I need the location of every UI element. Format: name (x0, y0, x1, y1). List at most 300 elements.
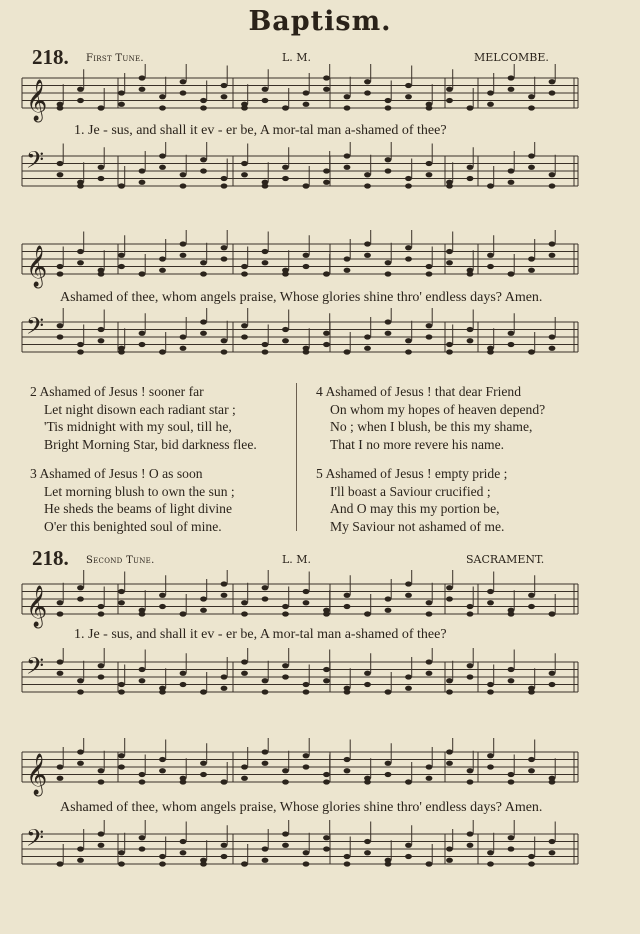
note-head (344, 256, 351, 261)
tune2-lyric-line2: Ashamed of thee, whom angels praise, Whose glories shine thro' endless days? Amen. (60, 800, 543, 815)
note-head (303, 90, 310, 95)
note-head (57, 334, 64, 339)
note-head (385, 105, 392, 110)
note-head (426, 323, 433, 328)
note-head (344, 349, 351, 354)
note-head (241, 776, 248, 781)
tune1-label: First Tune. (86, 53, 144, 64)
note-head (221, 593, 228, 598)
note-head (77, 349, 84, 354)
note-head (98, 165, 105, 170)
note-head (364, 90, 371, 95)
note-head (262, 596, 269, 601)
note-head (426, 264, 433, 269)
note-head (487, 253, 494, 258)
tune1-system1-bass (0, 142, 640, 202)
note-head (528, 854, 535, 859)
tune2-number: 218. (32, 546, 69, 570)
note-head (508, 611, 515, 616)
note-head (344, 165, 351, 170)
note-head (364, 172, 371, 177)
note-head (385, 157, 392, 162)
note-head (241, 764, 248, 769)
note-head (303, 861, 310, 866)
note-head (77, 249, 84, 254)
tune1-lyric-line1: 1. Je - sus, and shall it ev - er be, A mor-tal man a-shamed of thee? (74, 123, 447, 138)
note-head (180, 779, 187, 784)
note-head (385, 168, 392, 173)
note-head (385, 596, 392, 601)
note-head (118, 600, 125, 605)
note-head (549, 611, 556, 616)
note-head (446, 349, 453, 354)
note-head (508, 87, 515, 92)
note-head (528, 105, 535, 110)
note-head (528, 593, 535, 598)
note-head (139, 271, 146, 276)
note-head (405, 843, 412, 848)
tune2-lyric-line1: 1. Je - sus, and shall it ev - er be, A mor-tal man a-shamed of thee? (74, 627, 447, 642)
note-head (405, 183, 412, 188)
note-head (77, 858, 84, 863)
note-head (426, 172, 433, 177)
note-head (98, 327, 105, 332)
note-head (467, 176, 474, 181)
note-head (221, 176, 228, 181)
note-head (221, 83, 228, 88)
note-head (57, 271, 64, 276)
tune1-system2-bass (0, 308, 640, 368)
note-head (221, 779, 228, 784)
page-title: Baptism. (248, 6, 392, 37)
note-head (77, 87, 84, 92)
note-head (159, 105, 166, 110)
note-head (303, 102, 310, 107)
note-head (221, 843, 228, 848)
tune2-system1-treble (0, 570, 640, 630)
note-head (385, 331, 392, 336)
note-head (200, 689, 207, 694)
note-head (549, 172, 556, 177)
note-head (139, 846, 146, 851)
note-head (364, 779, 371, 784)
note-head (426, 671, 433, 676)
note-head (385, 861, 392, 866)
note-head (57, 861, 64, 866)
note-head (159, 768, 166, 773)
note-head (200, 98, 207, 103)
note-head (467, 768, 474, 773)
note-head (426, 161, 433, 166)
note-head (118, 349, 125, 354)
treble-clef-icon: 𝄞 (26, 80, 48, 121)
note-head (528, 256, 535, 261)
note-head (282, 674, 289, 679)
note-head (385, 271, 392, 276)
note-head (508, 835, 515, 840)
note-head (241, 323, 248, 328)
note-head (467, 338, 474, 343)
note-head (282, 105, 289, 110)
note-head (118, 689, 125, 694)
note-head (98, 663, 105, 668)
note-head (180, 253, 187, 258)
note-head (364, 682, 371, 687)
note-head (487, 264, 494, 269)
note-head (528, 604, 535, 609)
note-head (282, 165, 289, 170)
note-head (180, 172, 187, 177)
tune2-label: Second Tune. (86, 555, 155, 566)
note-head (159, 854, 166, 859)
note-head (98, 779, 105, 784)
note-head (262, 858, 269, 863)
note-head (364, 79, 371, 84)
note-head (487, 90, 494, 95)
note-head (487, 183, 494, 188)
note-head (221, 256, 228, 261)
note-head (446, 749, 453, 754)
note-head (303, 589, 310, 594)
note-head (467, 604, 474, 609)
note-head (487, 861, 494, 866)
note-head (364, 334, 371, 339)
tune1-system2-treble (0, 230, 640, 290)
note-head (303, 689, 310, 694)
note-head (57, 323, 64, 328)
note-head (180, 79, 187, 84)
note-head (487, 850, 494, 855)
note-head (241, 334, 248, 339)
note-head (262, 349, 269, 354)
note-head (221, 183, 228, 188)
verse-4: 4 Ashamed of Jesus ! that dear Friend On whom my hopes of heaven depend? No ; when I blush, be this my shame, That I no more revere his name. (316, 384, 546, 452)
tune1-name: MELCOMBE. (474, 51, 549, 64)
note-head (139, 835, 146, 840)
note-head (344, 593, 351, 598)
note-head (549, 183, 556, 188)
note-head (303, 753, 310, 758)
note-head (426, 105, 433, 110)
tune1-lyric-line2: Ashamed of thee, whom angels praise, Whose glories shine thro' endless days? Amen. (60, 290, 543, 305)
note-head (446, 260, 453, 265)
note-head (282, 604, 289, 609)
note-head (323, 342, 330, 347)
note-head (405, 686, 412, 691)
note-head (159, 604, 166, 609)
note-head (221, 581, 228, 586)
note-head (262, 749, 269, 754)
note-head (364, 850, 371, 855)
note-head (467, 663, 474, 668)
note-head (303, 682, 310, 687)
note-head (467, 611, 474, 616)
note-head (77, 678, 84, 683)
note-head (549, 671, 556, 676)
note-head (364, 183, 371, 188)
note-head (241, 172, 248, 177)
note-head (405, 581, 412, 586)
note-head (426, 600, 433, 605)
note-head (118, 102, 125, 107)
note-head (77, 689, 84, 694)
note-head (221, 674, 228, 679)
note-head (467, 271, 474, 276)
note-head (446, 846, 453, 851)
tune2-name: SACRAMENT. (466, 553, 545, 566)
note-head (159, 349, 166, 354)
note-head (262, 761, 269, 766)
column-divider (296, 383, 297, 531)
note-head (323, 180, 330, 185)
note-head (180, 850, 187, 855)
note-head (241, 611, 248, 616)
note-head (282, 176, 289, 181)
verses-left-column (30, 383, 257, 535)
note-head (282, 779, 289, 784)
note-head (323, 75, 330, 80)
note-head (385, 608, 392, 613)
note-head (139, 87, 146, 92)
note-head (262, 249, 269, 254)
bass-clef-icon: 𝄢 (26, 146, 45, 179)
note-head (200, 608, 207, 613)
tune2-system1-bass (0, 648, 640, 708)
note-head (57, 776, 64, 781)
note-head (200, 861, 207, 866)
note-head (282, 843, 289, 848)
note-head (139, 772, 146, 777)
verse-5: 5 Ashamed of Jesus ! empty pride ; I'll boast a Saviour crucified ; And O may this my portion be, My Saviour not ashamed of me. (316, 466, 508, 534)
note-head (446, 183, 453, 188)
note-head (549, 779, 556, 784)
note-head (446, 342, 453, 347)
treble-clef-icon: 𝄞 (26, 754, 48, 795)
note-head (303, 349, 310, 354)
note-head (262, 689, 269, 694)
note-head (385, 772, 392, 777)
note-head (323, 678, 330, 683)
note-head (405, 779, 412, 784)
note-head (200, 168, 207, 173)
note-head (303, 764, 310, 769)
note-head (139, 168, 146, 173)
note-head (98, 338, 105, 343)
note-head (344, 153, 351, 158)
note-head (405, 593, 412, 598)
note-head (200, 105, 207, 110)
note-head (118, 682, 125, 687)
treble-clef-icon: 𝄞 (26, 586, 48, 627)
note-head (98, 604, 105, 609)
note-head (344, 861, 351, 866)
note-head (180, 346, 187, 351)
note-head (241, 671, 248, 676)
note-head (77, 342, 84, 347)
note-head (159, 757, 166, 762)
note-head (241, 161, 248, 166)
note-head (405, 854, 412, 859)
note-head (77, 596, 84, 601)
note-head (303, 264, 310, 269)
note-head (98, 611, 105, 616)
note-head (241, 659, 248, 664)
note-head (98, 105, 105, 110)
note-head (303, 850, 310, 855)
verse-3: 3 Ashamed of Jesus ! O as soon Let morning blush to own the sun ; He sheds the beams of light divine O'er this benighted soul of mine. (30, 466, 235, 534)
note-head (508, 667, 515, 672)
note-head (77, 260, 84, 265)
note-head (549, 682, 556, 687)
note-head (221, 349, 228, 354)
note-head (344, 268, 351, 273)
note-head (139, 779, 146, 784)
note-head (262, 87, 269, 92)
note-head (241, 271, 248, 276)
note-head (77, 585, 84, 590)
note-head (221, 854, 228, 859)
note-head (57, 764, 64, 769)
note-head (241, 861, 248, 866)
note-head (549, 346, 556, 351)
note-head (180, 682, 187, 687)
note-head (200, 772, 207, 777)
note-head (446, 678, 453, 683)
note-head (77, 846, 84, 851)
note-head (200, 596, 207, 601)
note-head (385, 319, 392, 324)
note-head (467, 843, 474, 848)
note-head (549, 253, 556, 258)
note-head (528, 689, 535, 694)
note-head (344, 604, 351, 609)
note-head (405, 83, 412, 88)
note-head (446, 761, 453, 766)
note-head (323, 87, 330, 92)
note-head (98, 176, 105, 181)
note-head (180, 671, 187, 676)
note-head (282, 831, 289, 836)
note-head (528, 768, 535, 773)
note-head (364, 253, 371, 258)
note-head (446, 98, 453, 103)
note-head (426, 611, 433, 616)
note-head (344, 94, 351, 99)
note-head (508, 271, 515, 276)
note-head (549, 79, 556, 84)
note-head (405, 256, 412, 261)
note-head (118, 861, 125, 866)
note-head (118, 850, 125, 855)
bass-clef-icon: 𝄢 (26, 824, 45, 857)
note-head (118, 90, 125, 95)
note-head (405, 245, 412, 250)
note-head (508, 779, 515, 784)
note-head (528, 268, 535, 273)
note-head (405, 349, 412, 354)
treble-clef-icon: 𝄞 (26, 246, 48, 287)
note-head (118, 764, 125, 769)
note-head (139, 342, 146, 347)
note-head (221, 245, 228, 250)
tune2-system2-treble (0, 738, 640, 798)
note-head (159, 268, 166, 273)
note-head (467, 327, 474, 332)
note-head (323, 271, 330, 276)
note-head (241, 264, 248, 269)
note-head (57, 264, 64, 269)
note-head (200, 260, 207, 265)
note-head (139, 180, 146, 185)
note-head (159, 94, 166, 99)
note-head (282, 663, 289, 668)
note-head (159, 689, 166, 694)
note-head (139, 331, 146, 336)
note-head (487, 682, 494, 687)
note-head (446, 858, 453, 863)
note-head (159, 153, 166, 158)
note-head (344, 757, 351, 762)
note-head (57, 172, 64, 177)
note-head (508, 180, 515, 185)
note-head (467, 105, 474, 110)
note-head (487, 349, 494, 354)
note-head (549, 334, 556, 339)
note-head (221, 94, 228, 99)
note-head (118, 589, 125, 594)
note-head (385, 689, 392, 694)
note-head (118, 253, 125, 258)
note-head (282, 768, 289, 773)
note-head (446, 689, 453, 694)
note-head (323, 331, 330, 336)
note-head (77, 749, 84, 754)
verse-2: 2 Ashamed of Jesus ! sooner far Let night disown each radiant star ; 'Tis midnight with my soul, till he, Bright Morning Star, bid darkness flee. (30, 384, 257, 452)
note-head (118, 264, 125, 269)
note-head (344, 768, 351, 773)
note-head (57, 105, 64, 110)
note-head (467, 831, 474, 836)
note-head (180, 241, 187, 246)
note-head (139, 75, 146, 80)
tune1-number: 218. (32, 45, 69, 69)
note-head (446, 249, 453, 254)
note-head (98, 768, 105, 773)
note-head (200, 271, 207, 276)
note-head (200, 761, 207, 766)
note-head (323, 611, 330, 616)
note-head (487, 689, 494, 694)
note-head (364, 346, 371, 351)
note-head (180, 334, 187, 339)
note-head (303, 253, 310, 258)
bass-clef-icon: 𝄢 (26, 652, 45, 685)
note-head (241, 600, 248, 605)
note-head (159, 861, 166, 866)
note-head (303, 183, 310, 188)
note-head (262, 678, 269, 683)
note-head (487, 589, 494, 594)
note-head (446, 596, 453, 601)
note-head (426, 861, 433, 866)
note-head (528, 861, 535, 866)
note-head (385, 761, 392, 766)
note-head (262, 260, 269, 265)
note-head (385, 260, 392, 265)
note-head (528, 153, 535, 158)
note-head (139, 678, 146, 683)
note-head (323, 846, 330, 851)
